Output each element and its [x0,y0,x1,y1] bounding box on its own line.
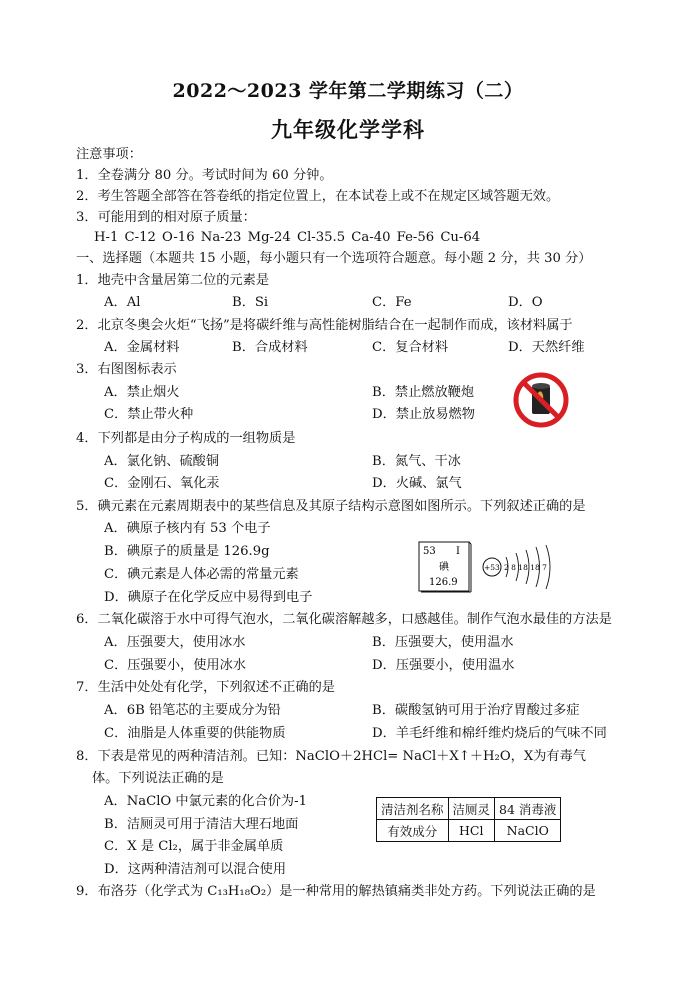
notice-item-3: 3．可能用到的相对原子质量： [76,210,256,225]
q8-option-d: D．这两种清洁剂可以混合使用 [104,862,287,877]
q6-stem: 6．二氧化碳溶于水中可得气泡水，二氧化碳溶解越多，口感越佳。制作气泡水最佳的方法是 [76,612,612,627]
q7-option-a: A．6B 铅笔芯的主要成分为铅 [104,703,281,718]
q7-stem: 7．生活中处处有化学，下列叙述不正确的是 [76,680,335,695]
q2-option-b: B．合成材料 [232,340,308,355]
q1-option-c: C．Fe [372,295,412,310]
table-cell: 洁厕灵 [448,798,495,820]
q6-option-c: C．压强要小，使用冰水 [104,658,246,673]
no-flammables-icon [512,371,570,429]
q2-option-c: C．复合材料 [372,340,449,355]
q6-option-b: B．压强要大，使用温水 [372,635,514,650]
q7-option-b: B．碳酸氢钠可用于治疗胃酸过多症 [372,703,580,718]
table-header-row [377,798,561,820]
table-cell: NaClO [495,820,561,842]
q5-option-a: A．碘原子核内有 53 个电子 [104,521,271,536]
q6-option-d: D．压强要小，使用温水 [372,658,515,673]
q6-option-a: A．压强要大，使用冰水 [104,635,246,650]
q3-stem: 3．右图图标表示 [76,362,177,377]
q1-option-b: B．Si [232,295,269,310]
q1-stem: 1．地壳中含量居第二位的元素是 [76,273,270,288]
q2-option-d: D．天然纤维 [508,340,585,355]
q8-option-b: B．洁厕灵可用于清洁大理石地面 [104,817,299,832]
notice-heading: 注意事项： [76,147,142,162]
q2-option-a: A．金属材料 [104,340,180,355]
electron-shells: 2 8 18 18 7 [504,563,547,572]
q3-option-a: A．禁止烟火 [104,385,180,400]
section-heading: 一、选择题（本题共 15 小题，每小题只有一个选项符合题意。每小题 2 分，共 30 分） [76,251,592,266]
element-number: 53 [423,546,436,557]
q3-option-d: D．禁止放易燃物 [372,407,475,422]
table-cell: 84 消毒液 [495,798,561,820]
q8-option-a: A．NaClO 中氯元素的化合价为-1 [104,794,307,809]
q7-option-d: D．羊毛纤维和棉纤维灼烧后的气味不同 [372,726,607,741]
nucleus-charge: +53 [484,563,500,572]
notice-item-1: 1．全卷满分 80 分。考试时间为 60 分钟。 [76,168,333,183]
q8-stem: 8．下表是常见的两种清洁剂。已知：NaClO＋2HCl= NaCl＋X↑＋H₂O，X为有毒气 [76,749,586,764]
q4-option-d: D．火碱、氯气 [372,476,462,491]
q3-option-b: B．禁止燃放鞭炮 [372,385,475,400]
q4-option-a: A．氯化钠、硫酸铜 [104,454,220,469]
q8-option-c: C．X 是 Cl₂，属于非金属单质 [104,839,284,854]
q3-option-c: C．禁止带火种 [104,407,194,422]
q5-stem: 5．碘元素在元素周期表中的某些信息及其原子结构示意图如图所示。下列叙述正确的是 [76,499,586,514]
element-name: 碘 [439,562,449,573]
q4-option-c: C．金刚石、氧化汞 [104,476,220,491]
cleaner-table [376,797,561,842]
notice-item-2: 2．考生答题全部答在答卷纸的指定位置上，在本试卷上或不在规定区域答题无效。 [76,189,560,204]
iodine-element-cell [418,541,472,593]
element-mass: 126.9 [429,577,458,588]
q4-stem: 4．下列都是由分子构成的一组物质是 [76,431,296,446]
exam-subject: 九年级化学学科 [271,117,425,142]
table-cell: 有效成分 [377,820,449,842]
q5-option-d: D．碘原子在化学反应中易得到电子 [104,590,313,605]
q7-option-c: C．油脂是人体重要的供能物质 [104,726,286,741]
table-cell: HCl [448,820,495,842]
q5-option-b: B．碘原子的质量是 126.9g [104,544,270,559]
iodine-atom-structure [480,543,556,591]
q2-stem: 2．北京冬奥会火炬“飞扬”是将碳纤维与高性能树脂结合在一起制作而成，该材料属于 [76,318,573,333]
q1-option-a: A．Al [104,295,141,310]
q1-option-d: D．O [508,295,543,310]
table-cell: 清洁剂名称 [377,798,449,820]
element-symbol: I [456,546,460,557]
table-row [377,820,561,842]
q8-stem-continued: 体。下列说法正确的是 [92,771,224,786]
q4-option-b: B．氮气、干冰 [372,454,461,469]
atomic-masses: H-1 C-12 O-16 Na-23 Mg-24 Cl-35.5 Ca-40 Fe-56 Cu-64 [94,230,481,245]
q9-stem: 9．布洛芬（化学式为 C₁₃H₁₈O₂）是一种常用的解热镇痛类非处方药。下列说法正确的是 [76,884,596,899]
q5-option-c: C．碘元素是人体必需的常量元素 [104,567,299,582]
exam-title: 2022～2023 学年第二学期练习（二） [172,80,524,102]
